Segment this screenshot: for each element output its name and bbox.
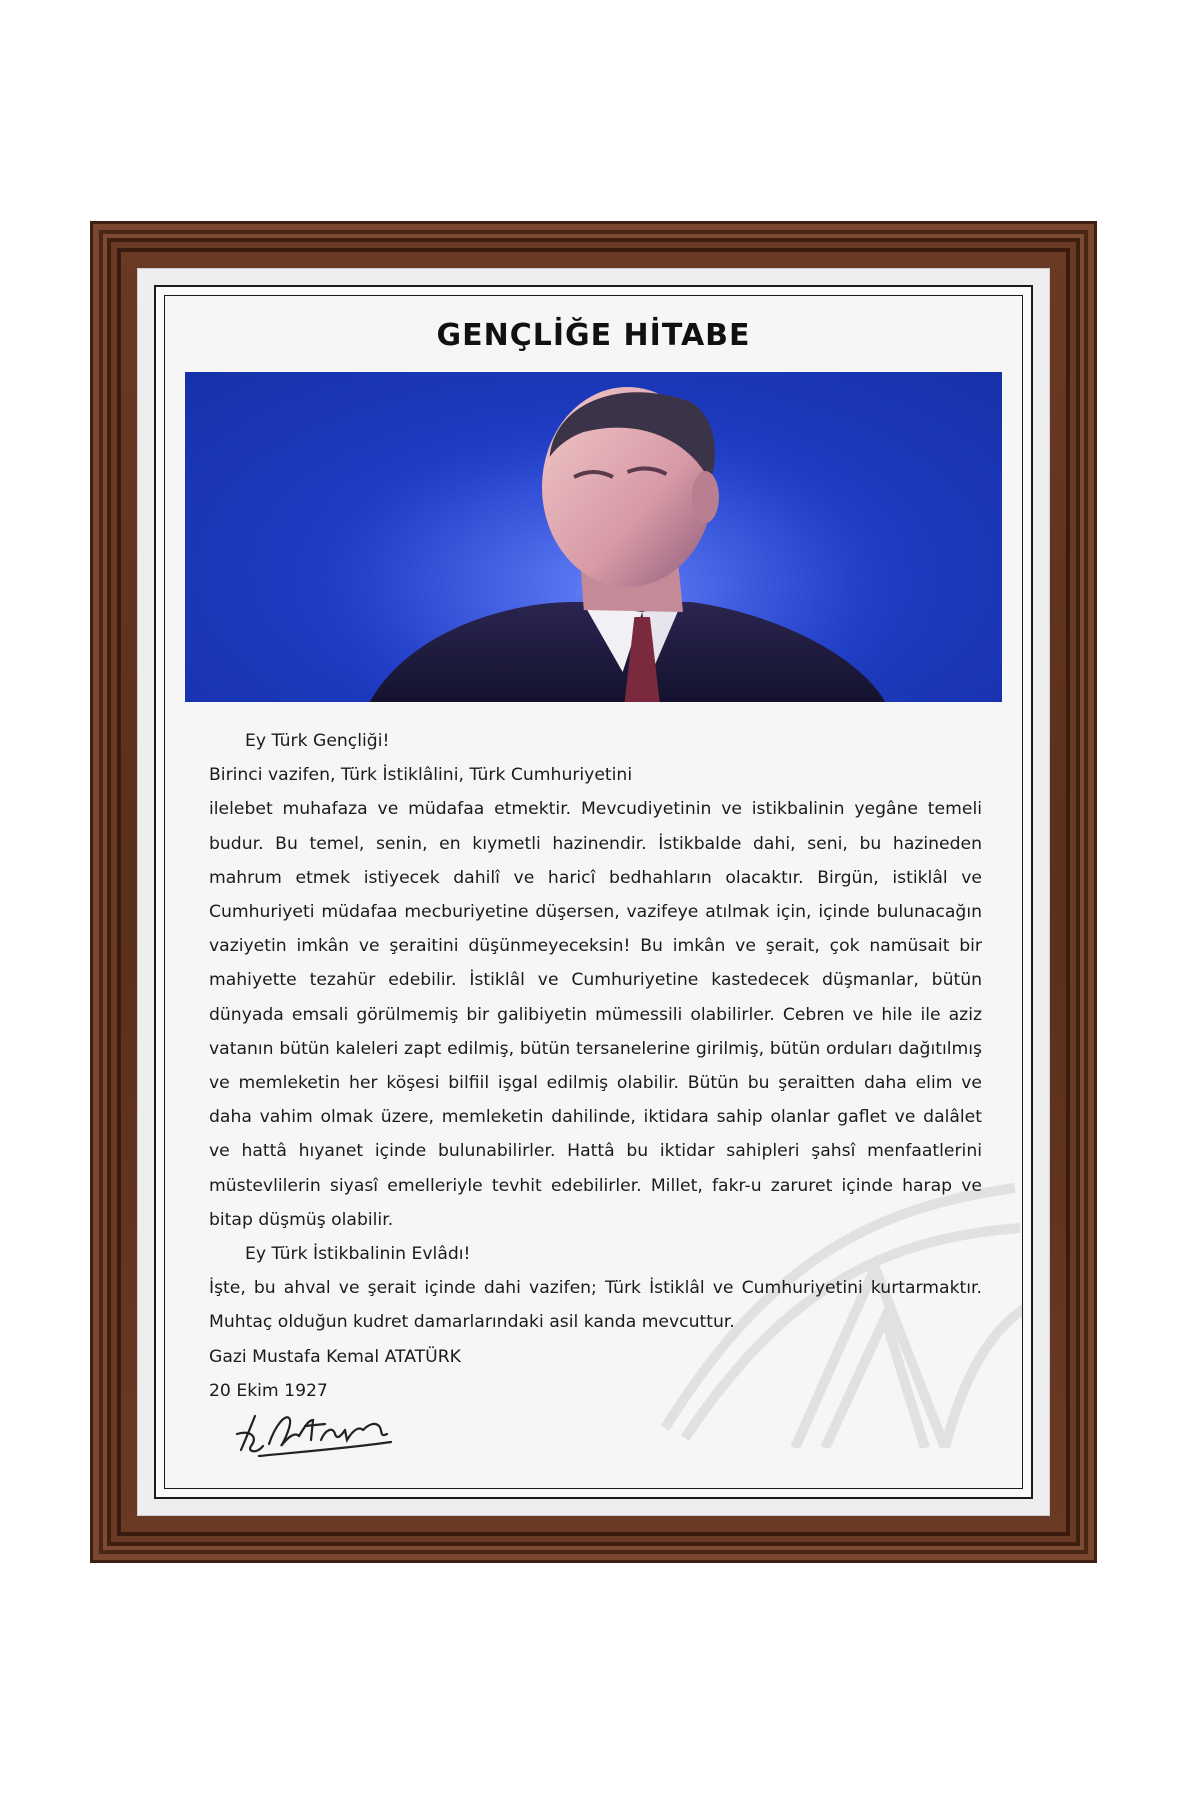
greeting-future: Ey Türk İstikbalinin Evlâdı! — [245, 1244, 471, 1265]
picture-frame — [90, 221, 1097, 1563]
speech-body-2: İşte, bu ahval ve şerait içinde dahi vazifen; Türk İstiklâl ve Cumhuriyetini kurtarmaktır. Muhtaç olduğun kudret damarlarındaki asil kanda mevcuttur. — [209, 1278, 982, 1333]
frame-mat — [137, 268, 1050, 1516]
poster-inner-border — [164, 295, 1023, 1489]
greeting-youth: Ey Türk Gençliği! — [245, 731, 390, 751]
signature-icon — [229, 1396, 399, 1462]
speech-body-1: ilelebet muhafaza ve müdafaa etmektir. Mevcudiyetinin ve istikbalinin yegâne temeli budur. Bu temel, senin, en kıymetli hazinendir. İstikbalde dahi, seni, bu hazineden mahrum etmek istiyecek dahilî ve haricî bedhahların olacaktır. Birgün, istiklâl ve Cumhuriyeti müdafaa mecburiyetine düşersen, vazifeye atılmak için, içinde bulunacağın vaziyetin imkân ve şeraitini düşünmeyeceksin! Bu imkân ve şerait, çok namüsait bir mahiyette tezahür edebilir. İstiklâl ve Cumhuriyetine kastedecek düşmanlar, bütün dünyada emsali görülmemiş bir galibiyetin mümessili olabilirler. Cebren ve hile ile aziz vatanın bütün kaleleri zapt edilmiş, bütün tersanelerine girilmiş, bütün orduları dağıtılmış ve memleketin her köşesi bilfiil işgal edilmiş olabilir. Bütün bu şeraitten daha elim ve daha vahim olmak üzere, memleketin dahilinde, iktidara sahip olanlar gaflet ve dalâlet ve hattâ hıyanet içinde bulunabilirler. Hattâ bu iktidar sahipleri şahsî menfaatlerini müstevlilerin siyasî emelleriyle tevhit edebilirler. Millet, fakr-u zaruret içinde harap ve bitap düşmüş olabilir. — [209, 799, 982, 1230]
portrait-photo — [185, 372, 1002, 702]
author-name: Gazi Mustafa Kemal ATATÜRK — [209, 1346, 461, 1367]
poster — [154, 285, 1033, 1499]
speech-date: 20 Ekim 1927 — [209, 1380, 328, 1401]
speech-first-line: Birinci vazifen, Türk İstiklâlini, Türk Cumhuriyetini — [209, 765, 633, 786]
poster-title: GENÇLİĞE HİTABE — [436, 318, 751, 353]
speech-text — [209, 724, 982, 1408]
